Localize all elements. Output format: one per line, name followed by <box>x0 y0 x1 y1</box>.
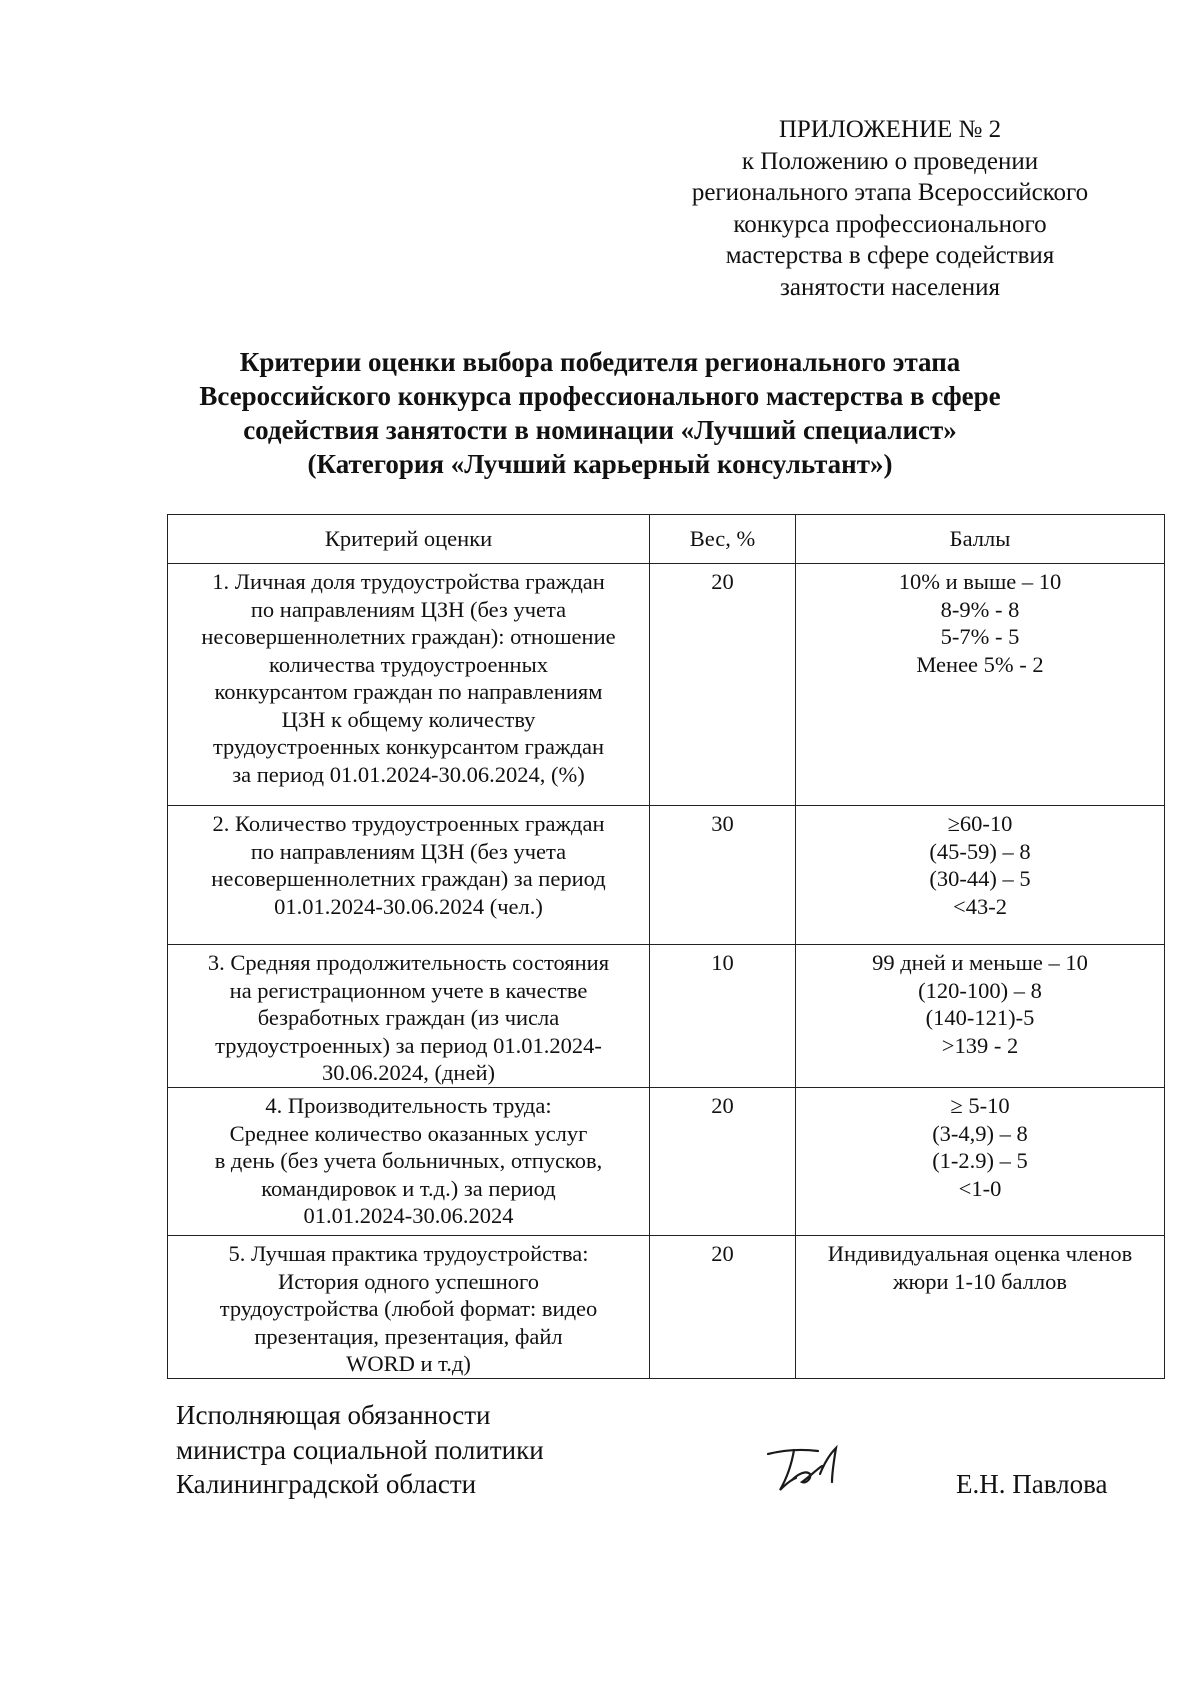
points-line: (30-44) – 5 <box>929 866 1031 891</box>
criterion-line: 5. Лучшая практика трудоустройства: <box>228 1241 589 1266</box>
appendix-line: мастерства в сфере содействия <box>725 242 1055 269</box>
criterion-line: WORD и т.д) <box>346 1351 471 1376</box>
criterion-line: презентация, презентация, файл <box>254 1323 563 1349</box>
table-row <box>168 945 1165 1088</box>
criterion-line: на регистрационном учете в качестве <box>229 977 588 1003</box>
appendix-title: ПРИЛОЖЕНИЕ № 2 <box>778 116 1002 143</box>
points-cell <box>796 1236 1165 1379</box>
criterion-line: ЦЗН к общему количеству <box>281 706 536 732</box>
column-header-criterion: Критерий оценки <box>168 515 650 564</box>
criterion-line: за период 01.01.2024-30.06.2024, (%) <box>232 761 585 787</box>
signatory-position-line: Исполняющая обязанности <box>176 1400 491 1430</box>
criterion-line: 4. Производительность труда: <box>265 1093 552 1118</box>
weight-cell: 30 <box>650 806 796 945</box>
document-title-line: Всероссийского конкурса профессионального мастерства в сфере <box>199 381 1001 411</box>
criterion-line: по направлениям ЦЗН (без учета <box>250 838 567 864</box>
criterion-line: несовершеннолетних граждан) за период <box>211 866 606 891</box>
points-cell <box>796 806 1165 945</box>
criterion-cell <box>168 564 650 806</box>
signatory-position-line: министра социальной политики <box>176 1434 544 1465</box>
table-row <box>168 1088 1165 1236</box>
criterion-line: безработных граждан (из числа <box>257 1005 560 1030</box>
criterion-line: трудоустроенных) за период 01.01.2024- <box>215 1032 602 1058</box>
criterion-line: 3. Средняя продолжительность состояния <box>207 950 610 975</box>
points-line: 99 дней и меньше – 10 <box>872 950 1088 975</box>
criterion-line: 30.06.2024, (дней) <box>321 1060 495 1085</box>
weight-cell: 10 <box>650 945 796 1088</box>
points-line: 5-7% - 5 <box>940 624 1020 649</box>
points-line: ≥ 5-10 <box>950 1093 1010 1118</box>
document-title-line: Критерии оценки выбора победителя регионального этапа <box>239 347 961 377</box>
column-header-points: Баллы <box>796 515 1165 564</box>
table-header-row <box>168 515 1165 564</box>
criterion-line: 01.01.2024-30.06.2024 <box>303 1203 514 1228</box>
points-line: ≥60-10 <box>947 811 1013 836</box>
points-cell <box>796 945 1165 1088</box>
signatory-name: Е.Н. Павлова <box>956 1469 1108 1499</box>
points-line: 10% и выше – 10 <box>898 569 1062 594</box>
criterion-line: 2. Количество трудоустроенных граждан <box>212 811 605 836</box>
points-line: (1-2.9) – 5 <box>932 1148 1028 1173</box>
criterion-line: конкурсантом граждан по направлениям <box>214 679 603 704</box>
criterion-line: несовершеннолетних граждан): отношение <box>201 624 616 649</box>
document-title-line: содействия занятости в номинации «Лучший специалист» <box>243 415 957 445</box>
points-line: <1-0 <box>958 1175 1002 1201</box>
weight-cell: 20 <box>650 564 796 806</box>
weight-cell: 20 <box>650 1236 796 1379</box>
criterion-line: трудоустройства (любой формат: видео <box>219 1296 598 1321</box>
points-line: (120-100) – 8 <box>918 977 1042 1003</box>
criterion-cell <box>168 806 650 945</box>
appendix-line: занятости населения <box>779 273 1001 301</box>
points-line: Менее 5% - 2 <box>916 651 1044 677</box>
appendix-line: к Положению о проведении <box>741 147 1039 175</box>
criterion-line: Среднее количество оказанных услуг <box>229 1120 588 1146</box>
table-row <box>168 564 1165 806</box>
criterion-cell <box>168 1236 650 1379</box>
points-line: жюри 1-10 баллов <box>892 1268 1068 1294</box>
points-line: Индивидуальная оценка членов <box>827 1241 1133 1266</box>
document-title <box>150 345 1050 481</box>
criterion-line: 01.01.2024-30.06.2024 (чел.) <box>274 893 543 919</box>
points-cell <box>796 1088 1165 1236</box>
table-row <box>168 1236 1165 1379</box>
criterion-cell <box>168 1088 650 1236</box>
criterion-cell <box>168 945 650 1088</box>
criterion-line: по направлениям ЦЗН (без учета <box>250 596 567 622</box>
appendix-line: конкурса профессионального <box>733 210 1047 238</box>
points-cell <box>796 564 1165 806</box>
points-line: (140-121)-5 <box>925 1005 1035 1030</box>
points-line: 8-9% - 8 <box>940 596 1020 622</box>
criterion-line: История одного успешного <box>278 1268 539 1294</box>
criterion-line: количества трудоустроенных <box>269 651 548 677</box>
points-line: (45-59) – 8 <box>929 838 1031 864</box>
signatory-position-line: Калининградской области <box>176 1469 477 1499</box>
criterion-line: командировок и т.д.) за период <box>261 1175 556 1201</box>
points-line: >139 - 2 <box>941 1032 1019 1058</box>
criterion-line: в день (без учета больничных, отпусков, <box>214 1148 603 1173</box>
column-header-weight: Вес, % <box>650 515 796 564</box>
criteria-table <box>167 514 1165 1379</box>
appendix-header <box>640 114 1140 303</box>
criterion-line: 1. Личная доля трудоустройства граждан <box>212 569 605 594</box>
weight-cell: 20 <box>650 1088 796 1236</box>
handwritten-signature <box>762 1440 852 1510</box>
document-title-line: (Категория «Лучший карьерный консультант») <box>307 449 893 479</box>
points-line: (3-4,9) – 8 <box>932 1120 1028 1146</box>
signatory-position <box>176 1398 544 1502</box>
criterion-line: трудоустроенных конкурсантом граждан <box>212 734 605 759</box>
appendix-line: регионального этапа Всероссийского <box>691 179 1089 206</box>
table-row <box>168 806 1165 945</box>
points-line: <43-2 <box>953 893 1007 919</box>
